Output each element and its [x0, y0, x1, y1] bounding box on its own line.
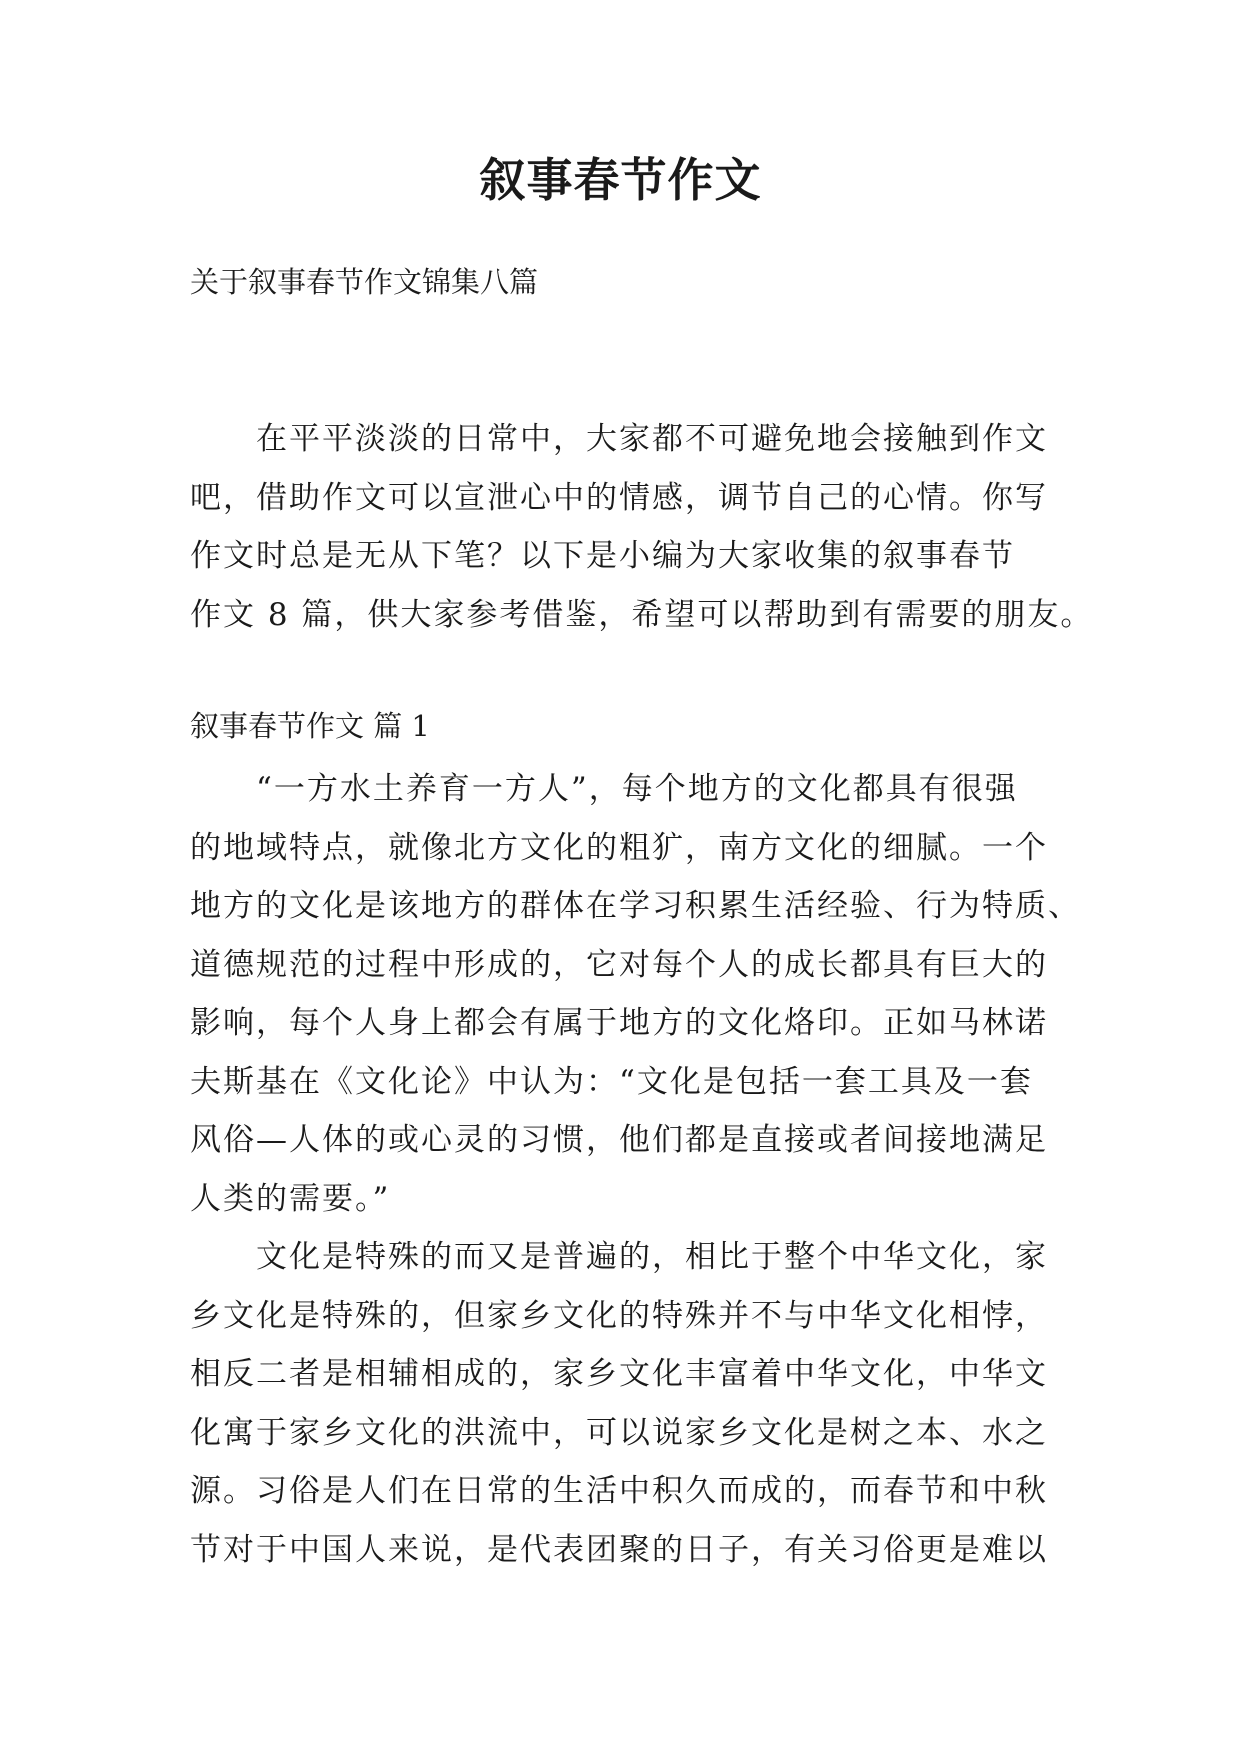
intro-line: 作文时总是无从下笔？以下是小编为大家收集的叙事春节: [190, 538, 1015, 574]
intro-line: 在平平淡淡的日常中，大家都不可避免地会接触到作文: [256, 421, 1048, 457]
document-subtitle: 关于叙事春节作文锦集八篇: [190, 265, 539, 299]
paragraph-line: 夫斯基在《文化论》中认为：“文化是包括一套工具及一套: [190, 1063, 1033, 1100]
intro-line: 作文 8 篇，供大家参考借鉴，希望可以帮助到有需要的朋友。: [190, 596, 1094, 633]
paragraph-line: 人类的需要。”: [190, 1180, 391, 1217]
paragraph-line: 文化是特殊的而又是普遍的，相比于整个中华文化，家: [256, 1239, 1048, 1275]
paragraph-line: 源。习俗是人们在日常的生活中积久而成的，而春节和中秋: [190, 1473, 1048, 1509]
section-body: [190, 760, 1081, 1579]
document-title: 叙事春节作文: [479, 153, 762, 207]
section-heading: 叙事春节作文 篇 1: [190, 709, 430, 743]
paragraph-line: 节对于中国人来说，是代表团聚的日子，有关习俗更是难以: [190, 1531, 1048, 1568]
intro-line: 吧，借助作文可以宣泄心中的情感，调节自己的心情。你写: [190, 479, 1048, 516]
paragraph-line: 化寓于家乡文化的洪流中，可以说家乡文化是树之本、水之: [190, 1414, 1048, 1451]
intro-paragraph: [190, 410, 1094, 644]
paragraph-line: 地方的文化是该地方的群体在学习积累生活经验、行为特质、: [190, 888, 1081, 924]
paragraph-line: “一方水土养育一方人”，每个地方的文化都具有很强: [256, 771, 1018, 807]
paragraph-line: 风俗—人体的或心灵的习惯，他们都是直接或者间接地满足: [190, 1122, 1048, 1158]
paragraph-line: 的地域特点，就像北方文化的粗犷，南方文化的细腻。一个: [190, 829, 1048, 866]
paragraph-line: 道德规范的过程中形成的，它对每个人的成长都具有巨大的: [190, 946, 1048, 983]
paragraph-line: 乡文化是特殊的，但家乡文化的特殊并不与中华文化相悖，: [190, 1297, 1048, 1334]
paragraph-line: 影响，每个人身上都会有属于地方的文化烙印。正如马林诺: [190, 1005, 1048, 1041]
paragraph-line: 相反二者是相辅相成的，家乡文化丰富着中华文化，中华文: [190, 1356, 1048, 1392]
